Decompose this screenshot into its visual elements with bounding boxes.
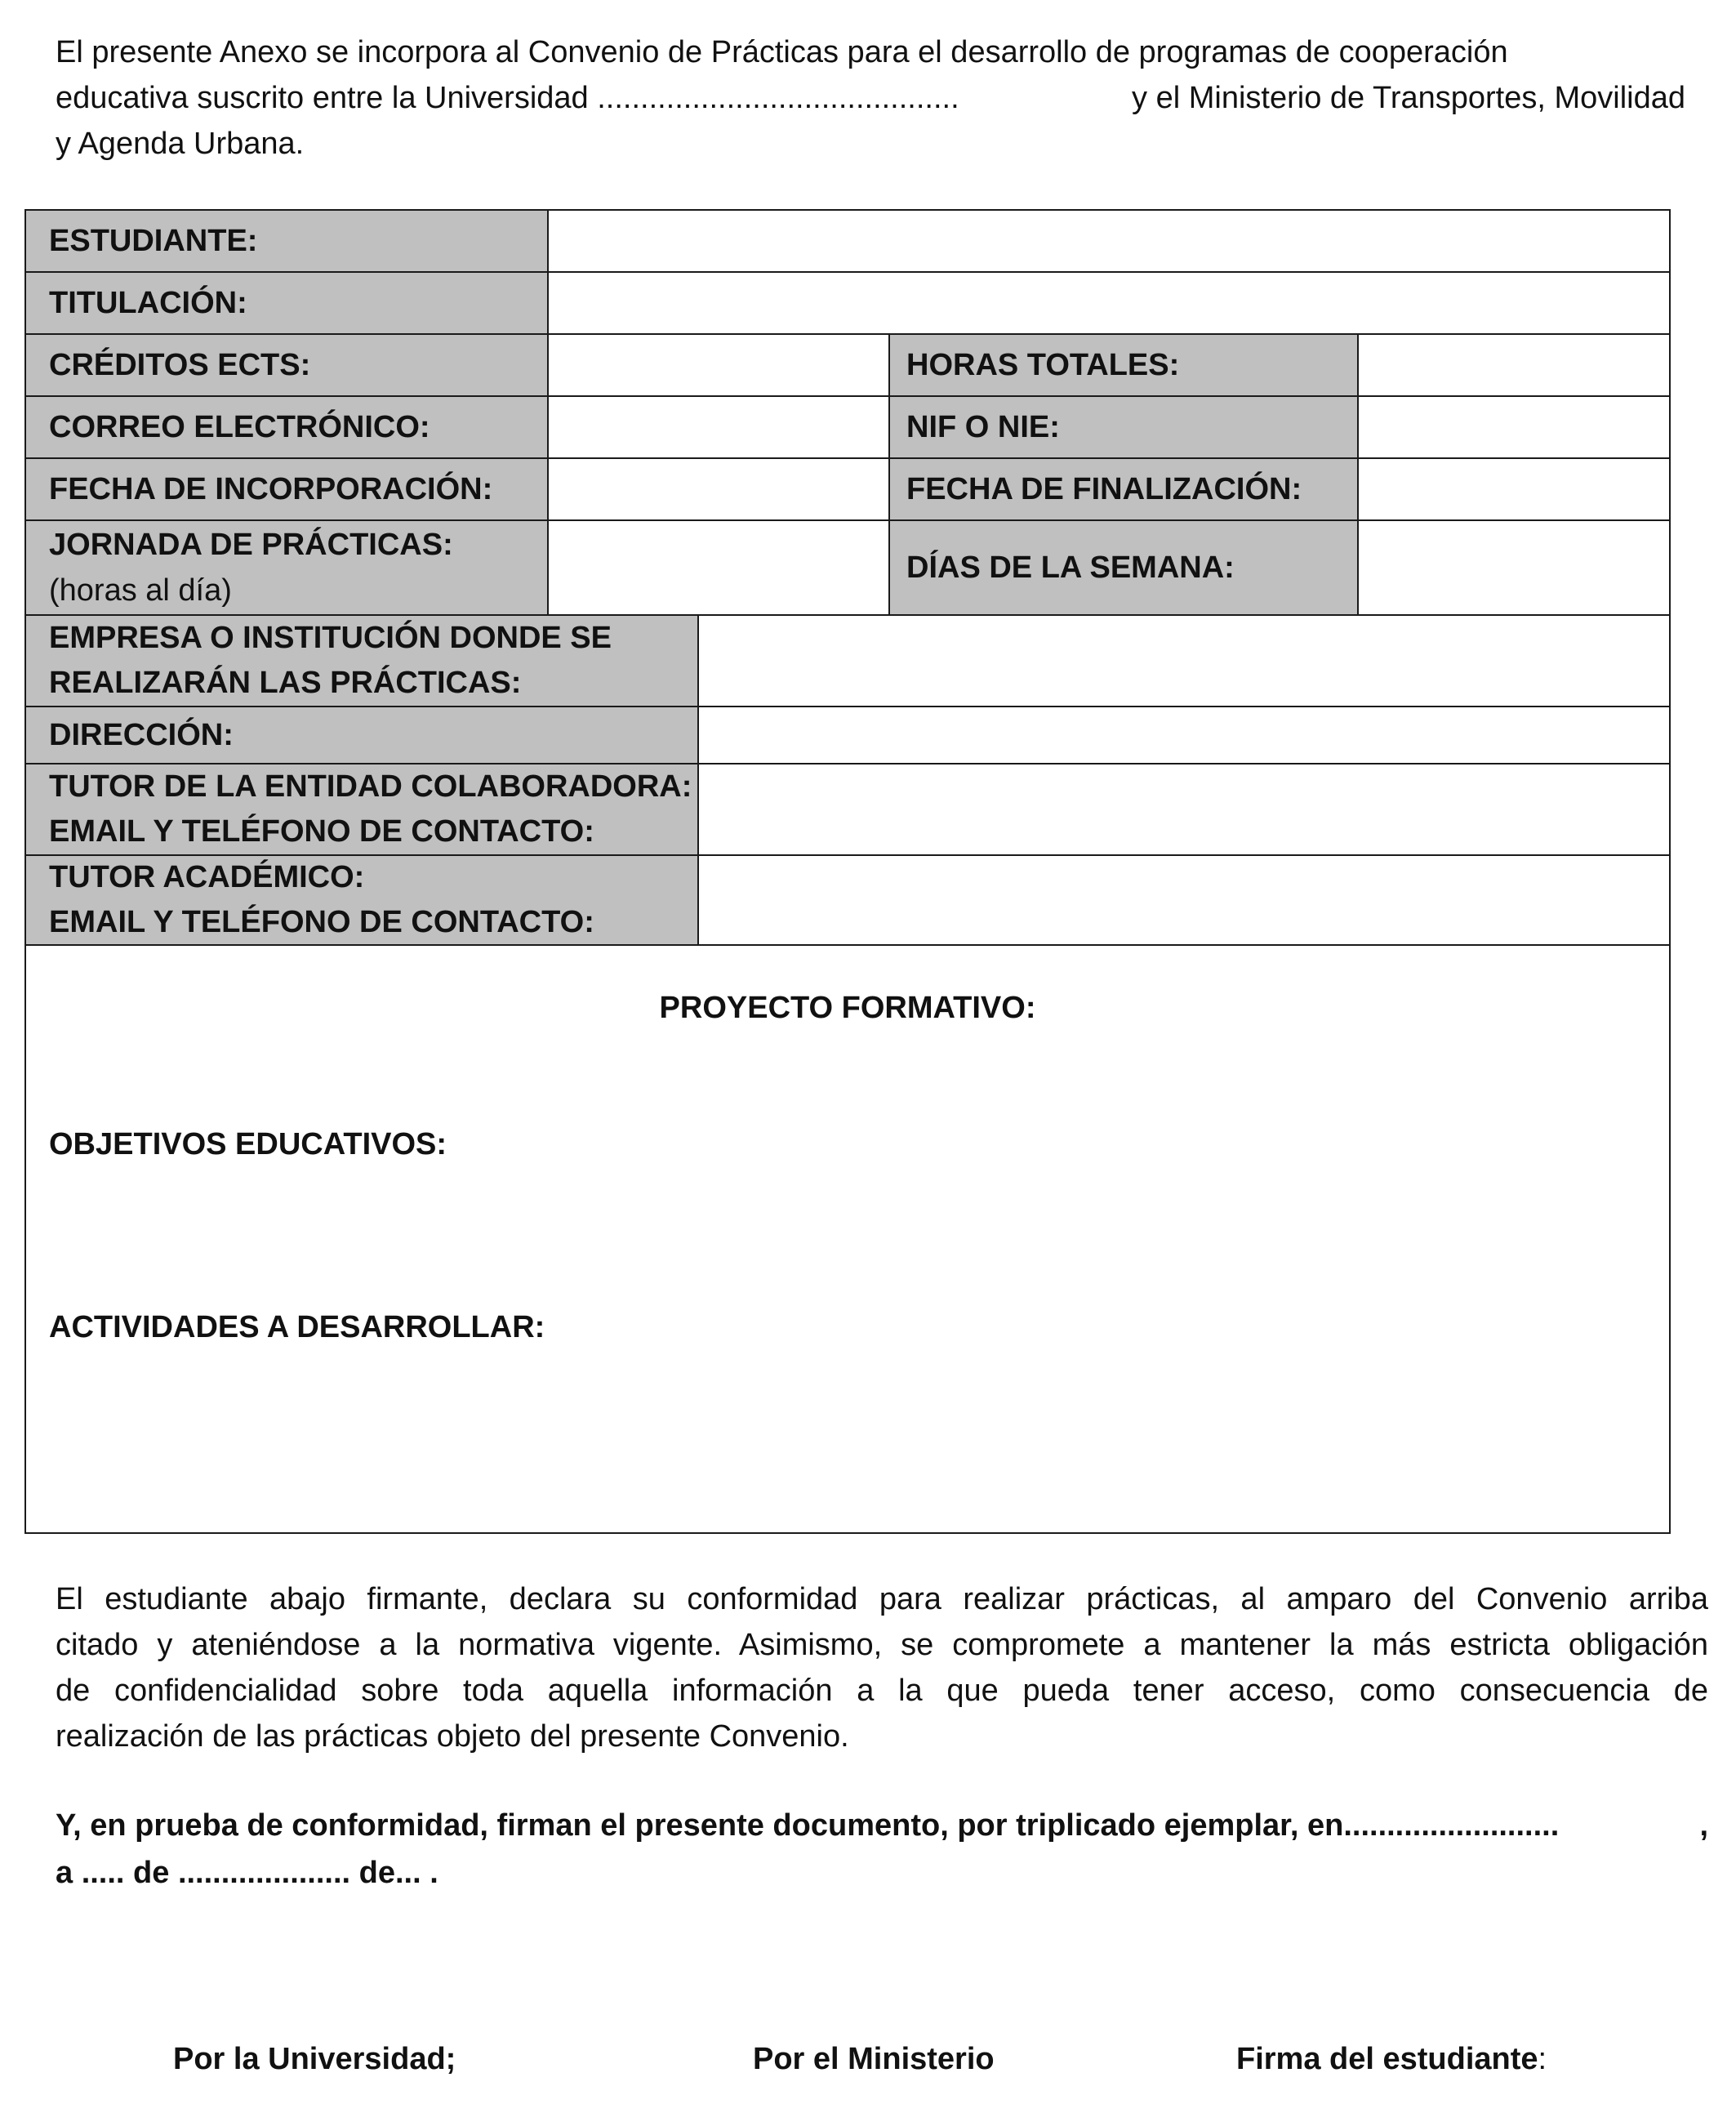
signature-universidad: Por la Universidad;: [173, 2042, 456, 2076]
signature-ministerio: Por el Ministerio: [753, 2042, 995, 2076]
label-fecha-finalizacion-text: FECHA DE FINALIZACIÓN:: [906, 471, 1302, 506]
label-horas-totales-text: HORAS TOTALES:: [906, 347, 1180, 382]
field-direccion[interactable]: [697, 706, 1671, 764]
field-estudiante[interactable]: [547, 209, 1671, 273]
field-fecha-incorporacion[interactable]: [547, 457, 890, 521]
field-jornada[interactable]: [547, 519, 890, 616]
label-dias-text: DÍAS DE LA SEMANA:: [906, 550, 1235, 585]
field-empresa[interactable]: [697, 614, 1671, 707]
label-empresa-line1: EMPRESA O INSTITUCIÓN DONDE SE: [49, 621, 612, 655]
field-titulacion[interactable]: [547, 271, 1671, 335]
intro-line-2: [56, 75, 1685, 121]
field-tutor-academico[interactable]: [697, 854, 1671, 946]
declaration-line-2: citado y ateniéndose a la normativa vigente. Asimismo, se compromete a mantener la más estricta obligación: [56, 1628, 1708, 1662]
label-nif: [888, 395, 1359, 459]
label-empresa-line2: REALIZARÁN LAS PRÁCTICAS:: [49, 666, 522, 700]
intro-line-2b: y el Ministerio de Transportes, Movilidad: [1132, 81, 1685, 115]
proyecto-formativo-box[interactable]: [24, 944, 1671, 1534]
label-titulacion: [24, 271, 549, 335]
label-fecha-incorporacion: [24, 457, 549, 521]
label-tutor-entidad-line1: TUTOR DE LA ENTIDAD COLABORADORA:: [49, 769, 692, 804]
label-creditos-text: CRÉDITOS ECTS:: [49, 347, 311, 382]
intro-line-2a: educativa suscrito entre la Universidad ..........................................: [56, 81, 959, 115]
declaration-line-1: El estudiante abajo firmante, declara su conformidad para realizar prácticas, al amparo del Convenio arriba: [56, 1582, 1708, 1616]
closing-line-1: [56, 1802, 1708, 1849]
label-correo: [24, 395, 549, 459]
field-tutor-entidad[interactable]: [697, 763, 1671, 856]
actividades-label: ACTIVIDADES A DESARROLLAR:: [49, 1310, 545, 1344]
label-tutor-entidad-line2: EMAIL Y TELÉFONO DE CONTACTO:: [49, 814, 594, 849]
intro-paragraph: [56, 29, 1685, 167]
label-tutor-academico-line2: EMAIL Y TELÉFONO DE CONTACTO:: [49, 905, 594, 939]
label-estudiante: [24, 209, 549, 273]
field-fecha-finalizacion[interactable]: [1357, 457, 1671, 521]
closing-line-1-text: Y, en prueba de conformidad, firman el presente documento, por triplicado ejemplar, en.........................: [56, 1808, 1560, 1843]
label-horas-totales: [888, 333, 1359, 397]
intro-line-1: El presente Anexo se incorpora al Convenio de Prácticas para el desarrollo de programas de cooperación: [56, 35, 1508, 69]
label-tutor-academico: [24, 854, 699, 946]
declaration-paragraph: [56, 1576, 1708, 1759]
label-fecha-incorporacion-text: FECHA DE INCORPORACIÓN:: [49, 471, 493, 506]
label-estudiante-text: ESTUDIANTE:: [49, 223, 258, 258]
field-correo[interactable]: [547, 395, 890, 459]
label-jornada: [24, 519, 549, 616]
declaration-line-3: de confidencialidad sobre toda aquella información a la que pueda tener acceso, como consecuencia de: [56, 1674, 1708, 1708]
field-horas-totales[interactable]: [1357, 333, 1671, 397]
label-jornada-sub: (horas al día): [49, 573, 232, 608]
label-direccion-text: DIRECCIÓN:: [49, 717, 234, 752]
label-empresa: [24, 614, 699, 707]
intro-line-3: y Agenda Urbana.: [56, 127, 305, 161]
closing-statement: [56, 1802, 1708, 1897]
field-dias[interactable]: [1357, 519, 1671, 616]
proyecto-formativo-title: PROYECTO FORMATIVO:: [659, 991, 1036, 1025]
label-fecha-finalizacion: [888, 457, 1359, 521]
label-nif-text: NIF O NIE:: [906, 409, 1060, 444]
field-nif[interactable]: [1357, 395, 1671, 459]
label-dias: [888, 519, 1359, 616]
label-correo-text: CORREO ELECTRÓNICO:: [49, 409, 430, 444]
label-tutor-academico-line1: TUTOR ACADÉMICO:: [49, 860, 365, 894]
field-creditos[interactable]: [547, 333, 890, 397]
closing-line-2: a ..... de .................... de... .: [56, 1856, 438, 1890]
label-tutor-entidad: [24, 763, 699, 856]
label-titulacion-text: TITULACIÓN:: [49, 285, 247, 320]
declaration-line-4: realización de las prácticas objeto del presente Convenio.: [56, 1719, 849, 1754]
objetivos-educativos-label: OBJETIVOS EDUCATIVOS:: [49, 1127, 447, 1161]
closing-comma: ,: [1699, 1808, 1708, 1843]
signature-estudiante-text: Firma del estudiante: [1236, 2042, 1538, 2076]
signature-estudiante-colon: :: [1538, 2042, 1547, 2076]
label-jornada-text: JORNADA DE PRÁCTICAS:: [49, 528, 453, 562]
signature-estudiante: [1236, 2042, 1547, 2077]
label-creditos: [24, 333, 549, 397]
label-direccion: [24, 706, 699, 764]
